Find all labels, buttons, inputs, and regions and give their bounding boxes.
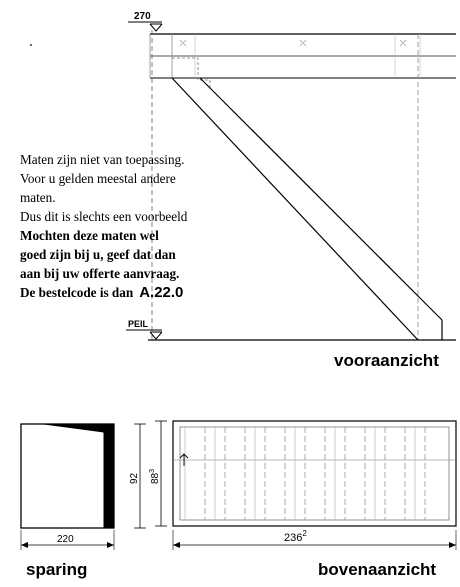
- note-line-3: maten.: [20, 190, 56, 205]
- note-line-1: Maten zijn niet van toepassing.: [20, 152, 185, 167]
- order-code: A.22.0: [139, 284, 184, 301]
- front-view-caption: vooraanzicht: [334, 351, 439, 370]
- top-height-value: 88: [150, 472, 161, 484]
- note-line-5: Mochten deze maten wel: [20, 228, 159, 243]
- top-width-value: 236: [284, 532, 303, 544]
- opening-outline: [21, 424, 114, 528]
- top-width-label: [284, 529, 307, 544]
- level-top-label: 270: [134, 11, 151, 22]
- opening-height-label: 92: [129, 472, 140, 484]
- tread-lines: [205, 427, 425, 520]
- landing-detail: [172, 58, 210, 90]
- note-line-4: Dus dit is slechts een voorbeeld: [20, 209, 188, 224]
- opening-view-caption: sparing: [26, 560, 88, 579]
- note-line-8: [20, 283, 250, 302]
- level-floor-label: PEIL: [128, 319, 149, 329]
- opening-view: [21, 424, 146, 550]
- stray-dot: [30, 44, 32, 46]
- disclaimer-note: [20, 150, 250, 302]
- top-view-outline: [173, 421, 456, 526]
- top-height-sup: 3: [149, 468, 156, 473]
- top-view-inner: [180, 427, 449, 520]
- top-view-caption: bovenaanzicht: [318, 560, 437, 579]
- top-height-label: [149, 469, 161, 484]
- opening-width-label: 220: [57, 534, 74, 545]
- note-line-7: aan bij uw offerte aanvraag.: [20, 266, 180, 281]
- note-line-6: goed zijn bij u, geef dat dan: [20, 247, 176, 262]
- level-top-marker: [150, 24, 162, 31]
- top-width-sup: 2: [302, 529, 307, 538]
- order-code-intro: De bestelcode is dan: [20, 285, 134, 300]
- note-line-2: Voor u gelden meestal andere: [20, 171, 176, 186]
- opening-stair-wedge: [44, 424, 114, 528]
